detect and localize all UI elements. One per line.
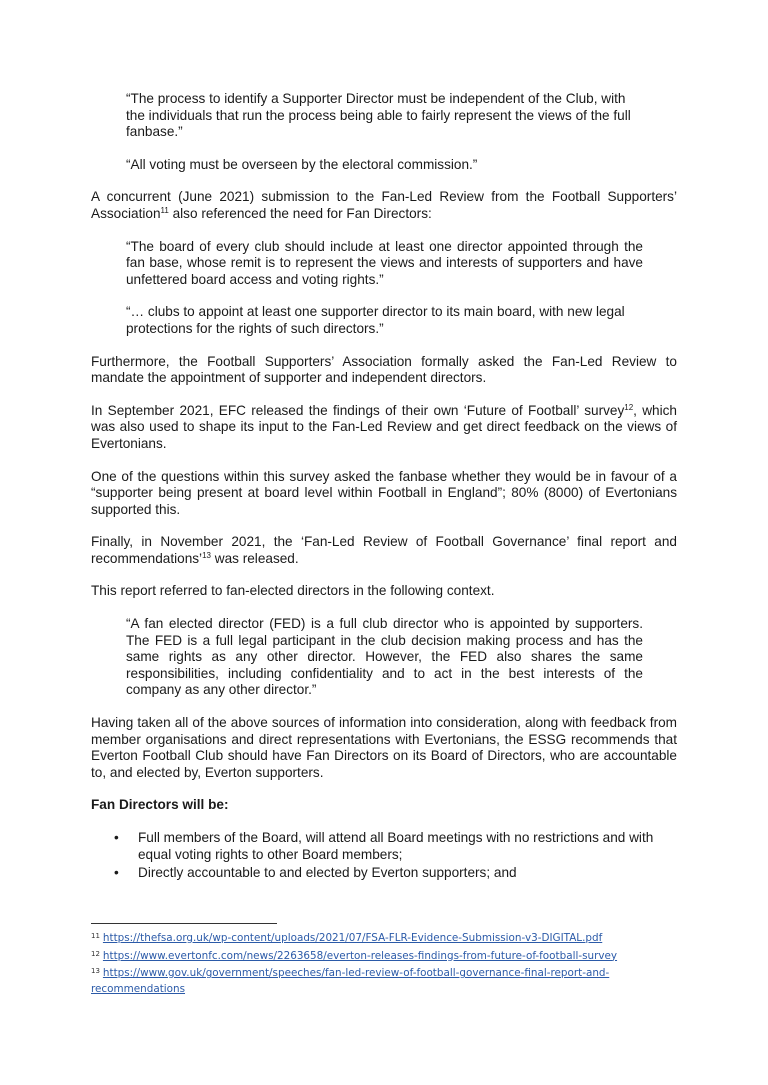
- quote-clubs-appoint-director: “… clubs to appoint at least one supporter director to its main board, with new legal protections for the rights of such directors.”: [126, 304, 625, 336]
- footnote-11: $^{11}$ https://thefsa.org.uk/wp-content/uploads/2021/07/FSA-FLR-Evidence-Submission-v3-DIGITAL.pdf: [91, 932, 603, 944]
- heading-fan-directors: Fan Directors will be:: [91, 797, 229, 813]
- footnote-link-13[interactable]: https://www.gov.uk/government/speeches/fan-led-review-of-football-governance-final-report-and-recommendations: [91, 967, 610, 995]
- bullet-icon: •: [114, 865, 119, 881]
- paragraph-fsa-submission: A concurrent (June 2021) submission to the Fan-Led Review from the Football Supporters’ Association$^{11}$ also referenced the need for Fan Directors:: [91, 189, 677, 221]
- paragraph-september-survey: In September 2021, EFC released the findings of their own ‘Future of Football’ survey$^{12}$, which was also used to shape its input to the Fan-Led Review and get direct feedback on the views of Evertonians.: [91, 402, 677, 451]
- quote-supporter-director-process: “The process to identify a Supporter Director must be independent of the Club, with the individuals that run the process being able to fairly represent the views of the full fanbase.”: [126, 91, 631, 140]
- quote-electoral-commission: “All voting must be overseen by the electoral commission.”: [126, 156, 478, 172]
- footnote-ref-12[interactable]: 12: [624, 402, 634, 412]
- list-item: • Directly accountable to and elected by Everton supporters; and: [114, 865, 517, 881]
- fan-directors-list: [91, 830, 677, 882]
- paragraph-final-report: Finally, in November 2021, the ‘Fan-Led Review of Football Governance’ final report and recommendations’$^{13}$ was released.: [91, 534, 677, 566]
- footnote-13: $^{13}$ https://www.gov.uk/government/speeches/fan-led-review-of-football-governance-final-report-and-recommendations: [91, 967, 610, 995]
- quote-fan-elected-director: “A fan elected director (FED) is a full club director who is appointed by supporters. The FED is a full legal participant in the club decision making process and has the same rights as any other director. However, the FED also shares the same responsibilities, including confidentiality and to act in the best interests of the company as any other director.”: [126, 616, 643, 698]
- paragraph-survey-question: One of the questions within this survey asked the fanbase whether they would be in favour of a “supporter being present at board level within Football in England”; 80% (8000) of Evertonians supported this.: [91, 468, 677, 517]
- footnote-ref-13[interactable]: 13: [202, 550, 211, 560]
- footnote-ref-11[interactable]: 11: [160, 205, 169, 215]
- list-item: • Full members of the Board, will attend all Board meetings with no restrictions and with equal voting rights to other Board members;: [114, 830, 654, 862]
- paragraph-report-context: This report referred to fan-elected directors in the following context.: [91, 583, 495, 599]
- footnote-link-11[interactable]: https://thefsa.org.uk/wp-content/uploads/2021/07/FSA-FLR-Evidence-Submission-v3-DIGITAL.pdf: [102, 932, 603, 944]
- footnote-link-12[interactable]: https://www.evertonfc.com/news/2263658/everton-releases-findings-from-future-of-football-survey: [102, 949, 618, 962]
- footnote-12: $^{12}$ https://www.evertonfc.com/news/2263658/everton-releases-findings-from-future-of-football-survey: [91, 949, 618, 962]
- paragraph-furthermore: Furthermore, the Football Supporters’ Association formally asked the Fan-Led Review to mandate the appointment of supporter and independent directors.: [91, 353, 677, 386]
- paragraph-essg-recommendation: Having taken all of the above sources of information into consideration, along with feedback from member organisations and direct representations with Evertonians, the ESSG recommends that Everton Football Club should have Fan Directors on its Board of Directors, who are accountable to, and elected by, Everton supporters.: [91, 715, 677, 780]
- footnotes: [91, 923, 651, 997]
- quote-board-every-club: “The board of every club should include at least one director appointed through the fan base, whose remit is to represent the views and interests of supporters and have unfettered board access and voting rights.”: [126, 238, 643, 287]
- document-body: [91, 91, 677, 884]
- footnote-divider: [91, 923, 277, 924]
- bullet-icon: •: [114, 830, 119, 845]
